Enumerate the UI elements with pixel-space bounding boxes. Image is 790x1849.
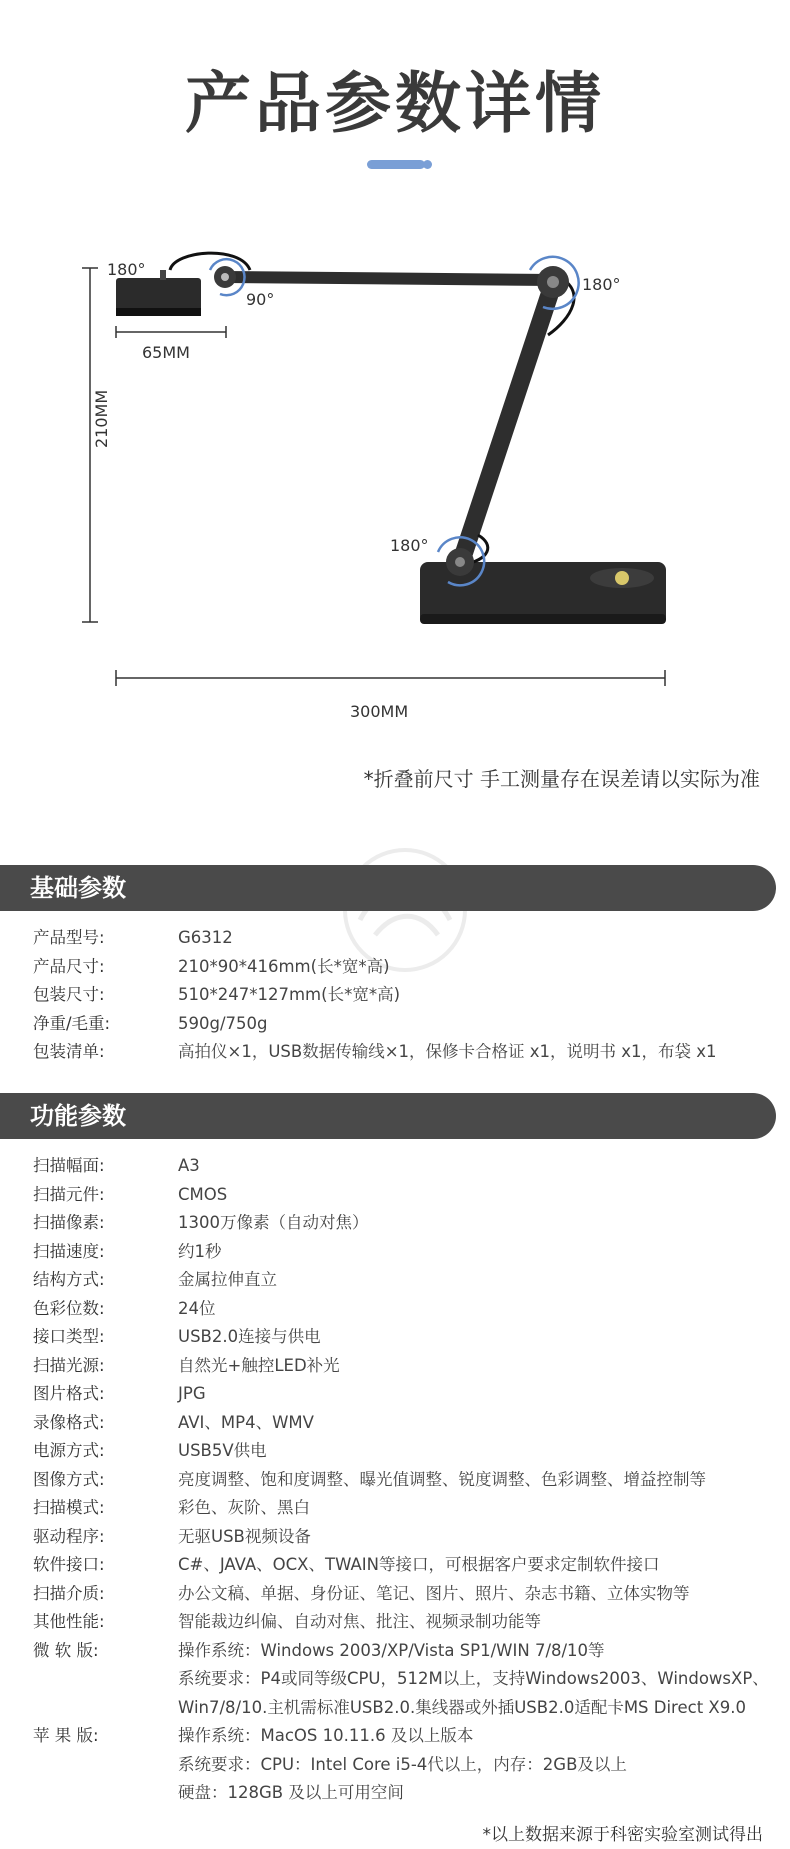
spec-key: 扫描光源: [33,1355,105,1375]
spec-key: 软件接口: [33,1555,105,1574]
spec-key: 结构方式: [33,1270,105,1289]
spec-value: CMOS [178,1184,228,1204]
angle-label-head: 90° [246,290,275,309]
spec-value: 高拍仪×1，USB数据传输线×1，保修卡合格证 x1，说明书 x1，布袋 x1 [178,1042,717,1061]
spec-value: 硬盘：128GB 及以上可用空间 [178,1783,404,1802]
spec-value: 办公文稿、单据、身份证、笔记、图片、照片、杂志书籍、立体实物等 [178,1583,690,1603]
spec-value: 510*247*127mm(长*宽*高) [178,985,401,1004]
spec-key: 扫描元件: [33,1184,105,1204]
base-width-label: 300MM [350,702,409,721]
height-label: 210MM [92,389,111,448]
spec-value: 彩色、灰阶、黑白 [178,1498,310,1517]
spec-key: 包装清单: [33,1042,105,1061]
spec-value: 操作系统：MacOS 10.11.6 及以上版本 [178,1726,474,1745]
dimension-diagram [0,230,790,730]
page-title: 产品参数详情 [185,65,605,142]
spec-value: 金属拉伸直立 [178,1270,277,1289]
head-width-label: 65MM [142,343,190,362]
measurement-note: *折叠前尺寸 手工测量存在误差请以实际为准 [363,767,760,791]
angle-label-elbow: 180° [582,275,621,294]
spec-value: 210*90*416mm(长*宽*高) [178,956,390,976]
spec-value: 24位 [178,1298,216,1318]
spec-value: 约1秒 [178,1241,222,1261]
spec-key: 包装尺寸: [33,985,105,1004]
spec-value: 智能裁边纠偏、自动对焦、批注、视频录制功能等 [178,1612,541,1631]
spec-value: Win7/8/10.主机需标准USB2.0.集线器或外插USB2.0适配卡MS Direct X9.0 [178,1697,746,1717]
spec-value: 系统要求：P4或同等级CPU，512M以上，支持Windows2003、WindowsXP、 [178,1669,769,1688]
spec-key: 电源方式: [33,1441,105,1460]
spec-value: 无驱USB视频设备 [178,1526,311,1546]
spec-value: JPG [178,1384,206,1403]
scanner-illustration [0,230,790,730]
spec-key: 录像格式: [33,1412,105,1432]
spec-key: 图像方式: [33,1469,105,1489]
function-section-title: 功能参数 [30,1102,126,1130]
spec-value: 系统要求：CPU：Intel Core i5-4代以上，内存：2GB及以上 [178,1754,627,1774]
spec-key: 色彩位数: [33,1298,105,1318]
spec-key: 扫描像素: [33,1213,105,1232]
basic-section-header [0,865,776,911]
spec-key: 其他性能: [33,1612,105,1631]
spec-key: 苹 果 版: [33,1726,99,1745]
function-section-header [0,1093,776,1139]
spec-key: 图片格式: [33,1384,105,1403]
spec-key: 微 软 版: [33,1640,99,1660]
spec-key: 扫描介质: [33,1583,105,1603]
spec-value: 1300万像素（自动对焦） [178,1213,369,1232]
spec-key: 接口类型: [33,1327,105,1346]
title-underline-dot [423,160,432,169]
title-underline [367,160,425,169]
angle-label-head-left: 180° [107,260,146,279]
spec-key: 产品尺寸: [33,956,105,976]
angle-label-base: 180° [390,536,429,555]
spec-key: 扫描幅面: [33,1156,105,1175]
spec-key: 扫描速度: [33,1241,105,1261]
spec-value: 自然光+触控LED补光 [178,1355,340,1375]
spec-value: 590g/750g [178,1013,268,1033]
spec-value: A3 [178,1156,200,1175]
spec-value: G6312 [178,928,233,947]
spec-value: C#、JAVA、OCX、TWAIN等接口，可根据客户要求定制软件接口 [178,1555,660,1574]
spec-key: 净重/毛重: [33,1013,111,1033]
footer-note: *以上数据来源于科密实验室测试得出 [482,1825,763,1845]
spec-value: USB5V供电 [178,1441,267,1460]
spec-key: 驱动程序: [33,1526,105,1546]
spec-value: USB2.0连接与供电 [178,1327,321,1346]
spec-key: 扫描模式: [33,1498,105,1517]
spec-value: 亮度调整、饱和度调整、曝光值调整、锐度调整、色彩调整、增益控制等 [178,1469,706,1489]
basic-section-title: 基础参数 [30,874,126,902]
spec-value: 操作系统：Windows 2003/XP/Vista SP1/WIN 7/8/10等 [178,1640,605,1660]
spec-key: 产品型号: [33,928,105,947]
spec-value: AVI、MP4、WMV [178,1412,314,1432]
